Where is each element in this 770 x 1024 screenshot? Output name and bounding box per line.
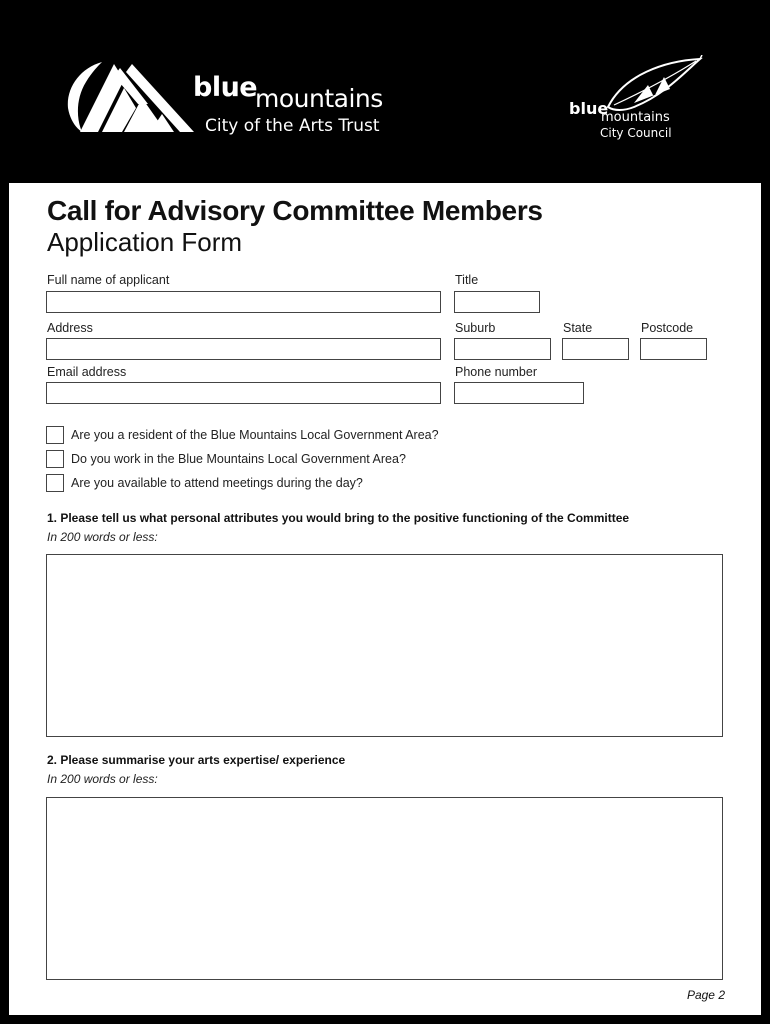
question-1-hint: In 200 words or less: — [47, 530, 158, 544]
phone-input[interactable] — [454, 382, 584, 404]
postcode-label: Postcode — [641, 321, 694, 335]
form-title: Call for Advisory Committee Members — [47, 195, 543, 226]
header-banner — [0, 0, 770, 183]
city-council-logo — [566, 55, 706, 145]
suburb-label: Suburb — [455, 321, 496, 335]
council-logo-tagline: City Council — [600, 126, 672, 140]
address-input[interactable] — [46, 338, 441, 360]
email-input[interactable] — [46, 382, 441, 404]
arts-logo-blue-text: blue — [193, 72, 258, 103]
address-label: Address — [47, 321, 93, 335]
suburb-input[interactable] — [454, 338, 551, 360]
resident-checkbox[interactable] — [46, 426, 64, 444]
question-2: 2. Please summarise your arts expertise/ experience — [47, 753, 346, 767]
council-logo-mountains-text: mountains — [601, 110, 670, 125]
postcode-input[interactable] — [640, 338, 707, 360]
page-number: Page 2 — [686, 988, 725, 1002]
availability-checkbox[interactable] — [46, 474, 64, 492]
work-checkbox-label: Do you work in the Blue Mountains Local Government Area? — [71, 452, 406, 466]
arts-logo-tagline: City of the Arts Trust — [205, 116, 380, 136]
question-1: 1. Please tell us what personal attributes you would bring to the positive functioning of the Committee — [47, 511, 630, 525]
question-1-answer-area[interactable] — [46, 554, 723, 737]
mountain-peaks-icon — [62, 58, 197, 138]
form-page — [9, 183, 761, 1015]
email-label: Email address — [47, 365, 127, 379]
title-input[interactable] — [454, 291, 540, 313]
work-checkbox[interactable] — [46, 450, 64, 468]
full-name-label: Full name of applicant — [47, 273, 170, 287]
state-label: State — [563, 321, 593, 335]
question-2-answer-area[interactable] — [46, 797, 723, 980]
state-input[interactable] — [562, 338, 629, 360]
arts-trust-logo — [62, 58, 392, 138]
title-label: Title — [455, 273, 479, 287]
council-logo-blue-text: blue — [569, 99, 609, 118]
phone-label: Phone number — [455, 365, 538, 379]
full-name-input[interactable] — [46, 291, 441, 313]
form-subtitle: Application Form — [47, 227, 243, 257]
resident-checkbox-label: Are you a resident of the Blue Mountains Local Government Area? — [71, 428, 439, 442]
availability-checkbox-label: Are you available to attend meetings during the day? — [71, 476, 363, 490]
question-2-hint: In 200 words or less: — [47, 772, 158, 786]
leaf-icon — [604, 55, 704, 115]
arts-logo-mountains-text: mountains — [255, 84, 383, 113]
